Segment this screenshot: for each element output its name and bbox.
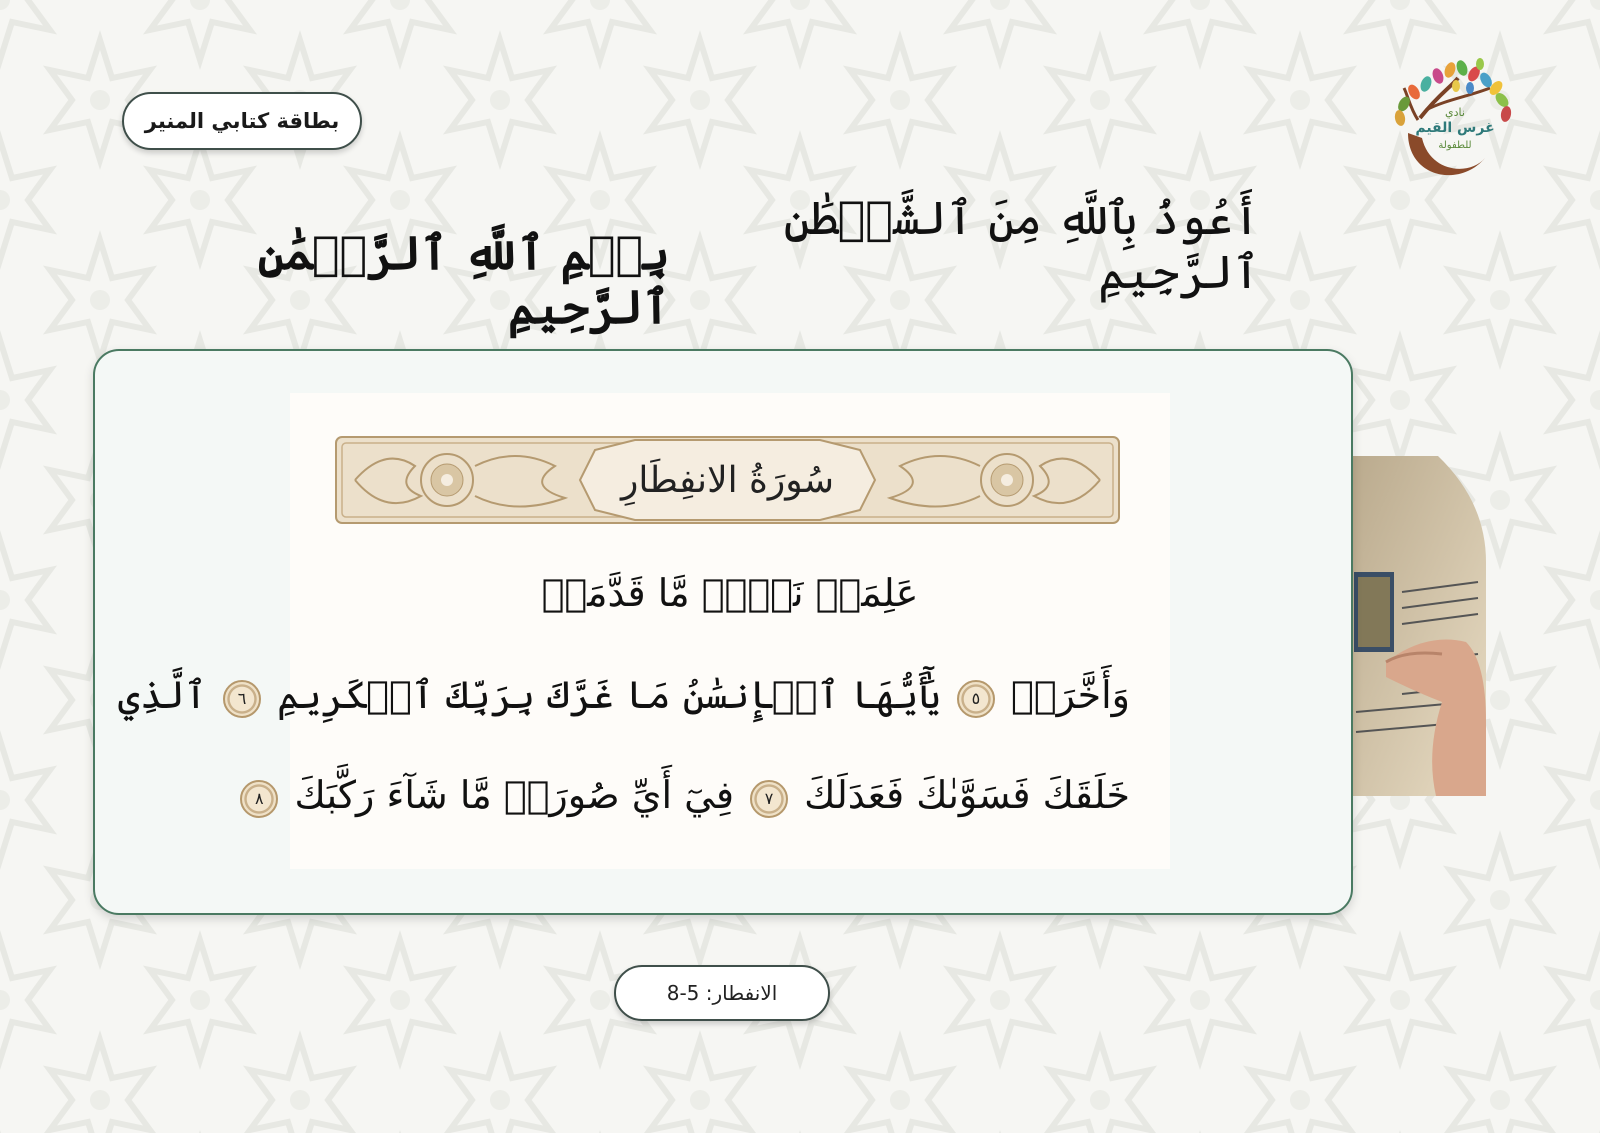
verse-text: فِيٓ أَيِّ صُورَةٖ مَّا شَآءَ رَكَّبَكَ [294,773,734,817]
logo-line-3: للطفولة [1438,140,1472,151]
mushaf-page [117,393,1170,869]
verse-text: يَٰٓأَيُّهَا ٱلۡإِنسَٰنُ مَا غَرَّكَ بِرَبِّكَ ٱلۡكَرِيمِ [277,673,941,717]
card-title-label: بطاقة كتابي المنير [122,92,362,150]
verse-text: وَأَخَّرَتۡ [1011,673,1130,717]
logo-line-1: نادي [1445,106,1465,119]
verse-text: خَلَقَكَ فَسَوَّىٰكَ فَعَدَلَكَ [804,773,1130,817]
club-logo [1390,58,1520,188]
verse-line-3 [255,773,1130,818]
ayah-number-marker: ٨ [240,780,278,818]
verse-line-2 [117,673,1130,718]
isti3adha-text: أَعُوذُ بِٱللَّهِ مِنَ ٱلشَّيۡطَٰنِ ٱلرَّجِيمِ [783,191,1260,299]
ayah-number-marker: ٧ [750,780,788,818]
ayah-number-marker: ٥ [957,680,995,718]
ayah-number-marker: ٦ [223,680,261,718]
basmala-text: بِسۡمِ ٱللَّهِ ٱلرَّحۡمَٰنِ ٱلرَّحِيمِ [257,226,670,334]
verse-text: ٱلَّذِي [117,673,207,717]
surah-name: سُورَةُ الانفِطَارِ [620,459,835,501]
verse-reference: الانفطار: 5-8 [614,965,830,1021]
verse-line-1: عَلِمَتۡ نَفۡسٞ مَّا قَدَّمَتۡ [541,571,919,615]
logo-line-2: غرس القيم [1415,120,1495,136]
surah-card [93,349,1353,915]
quran-reading-photo [1346,432,1486,828]
opening-formulas [200,191,1260,334]
